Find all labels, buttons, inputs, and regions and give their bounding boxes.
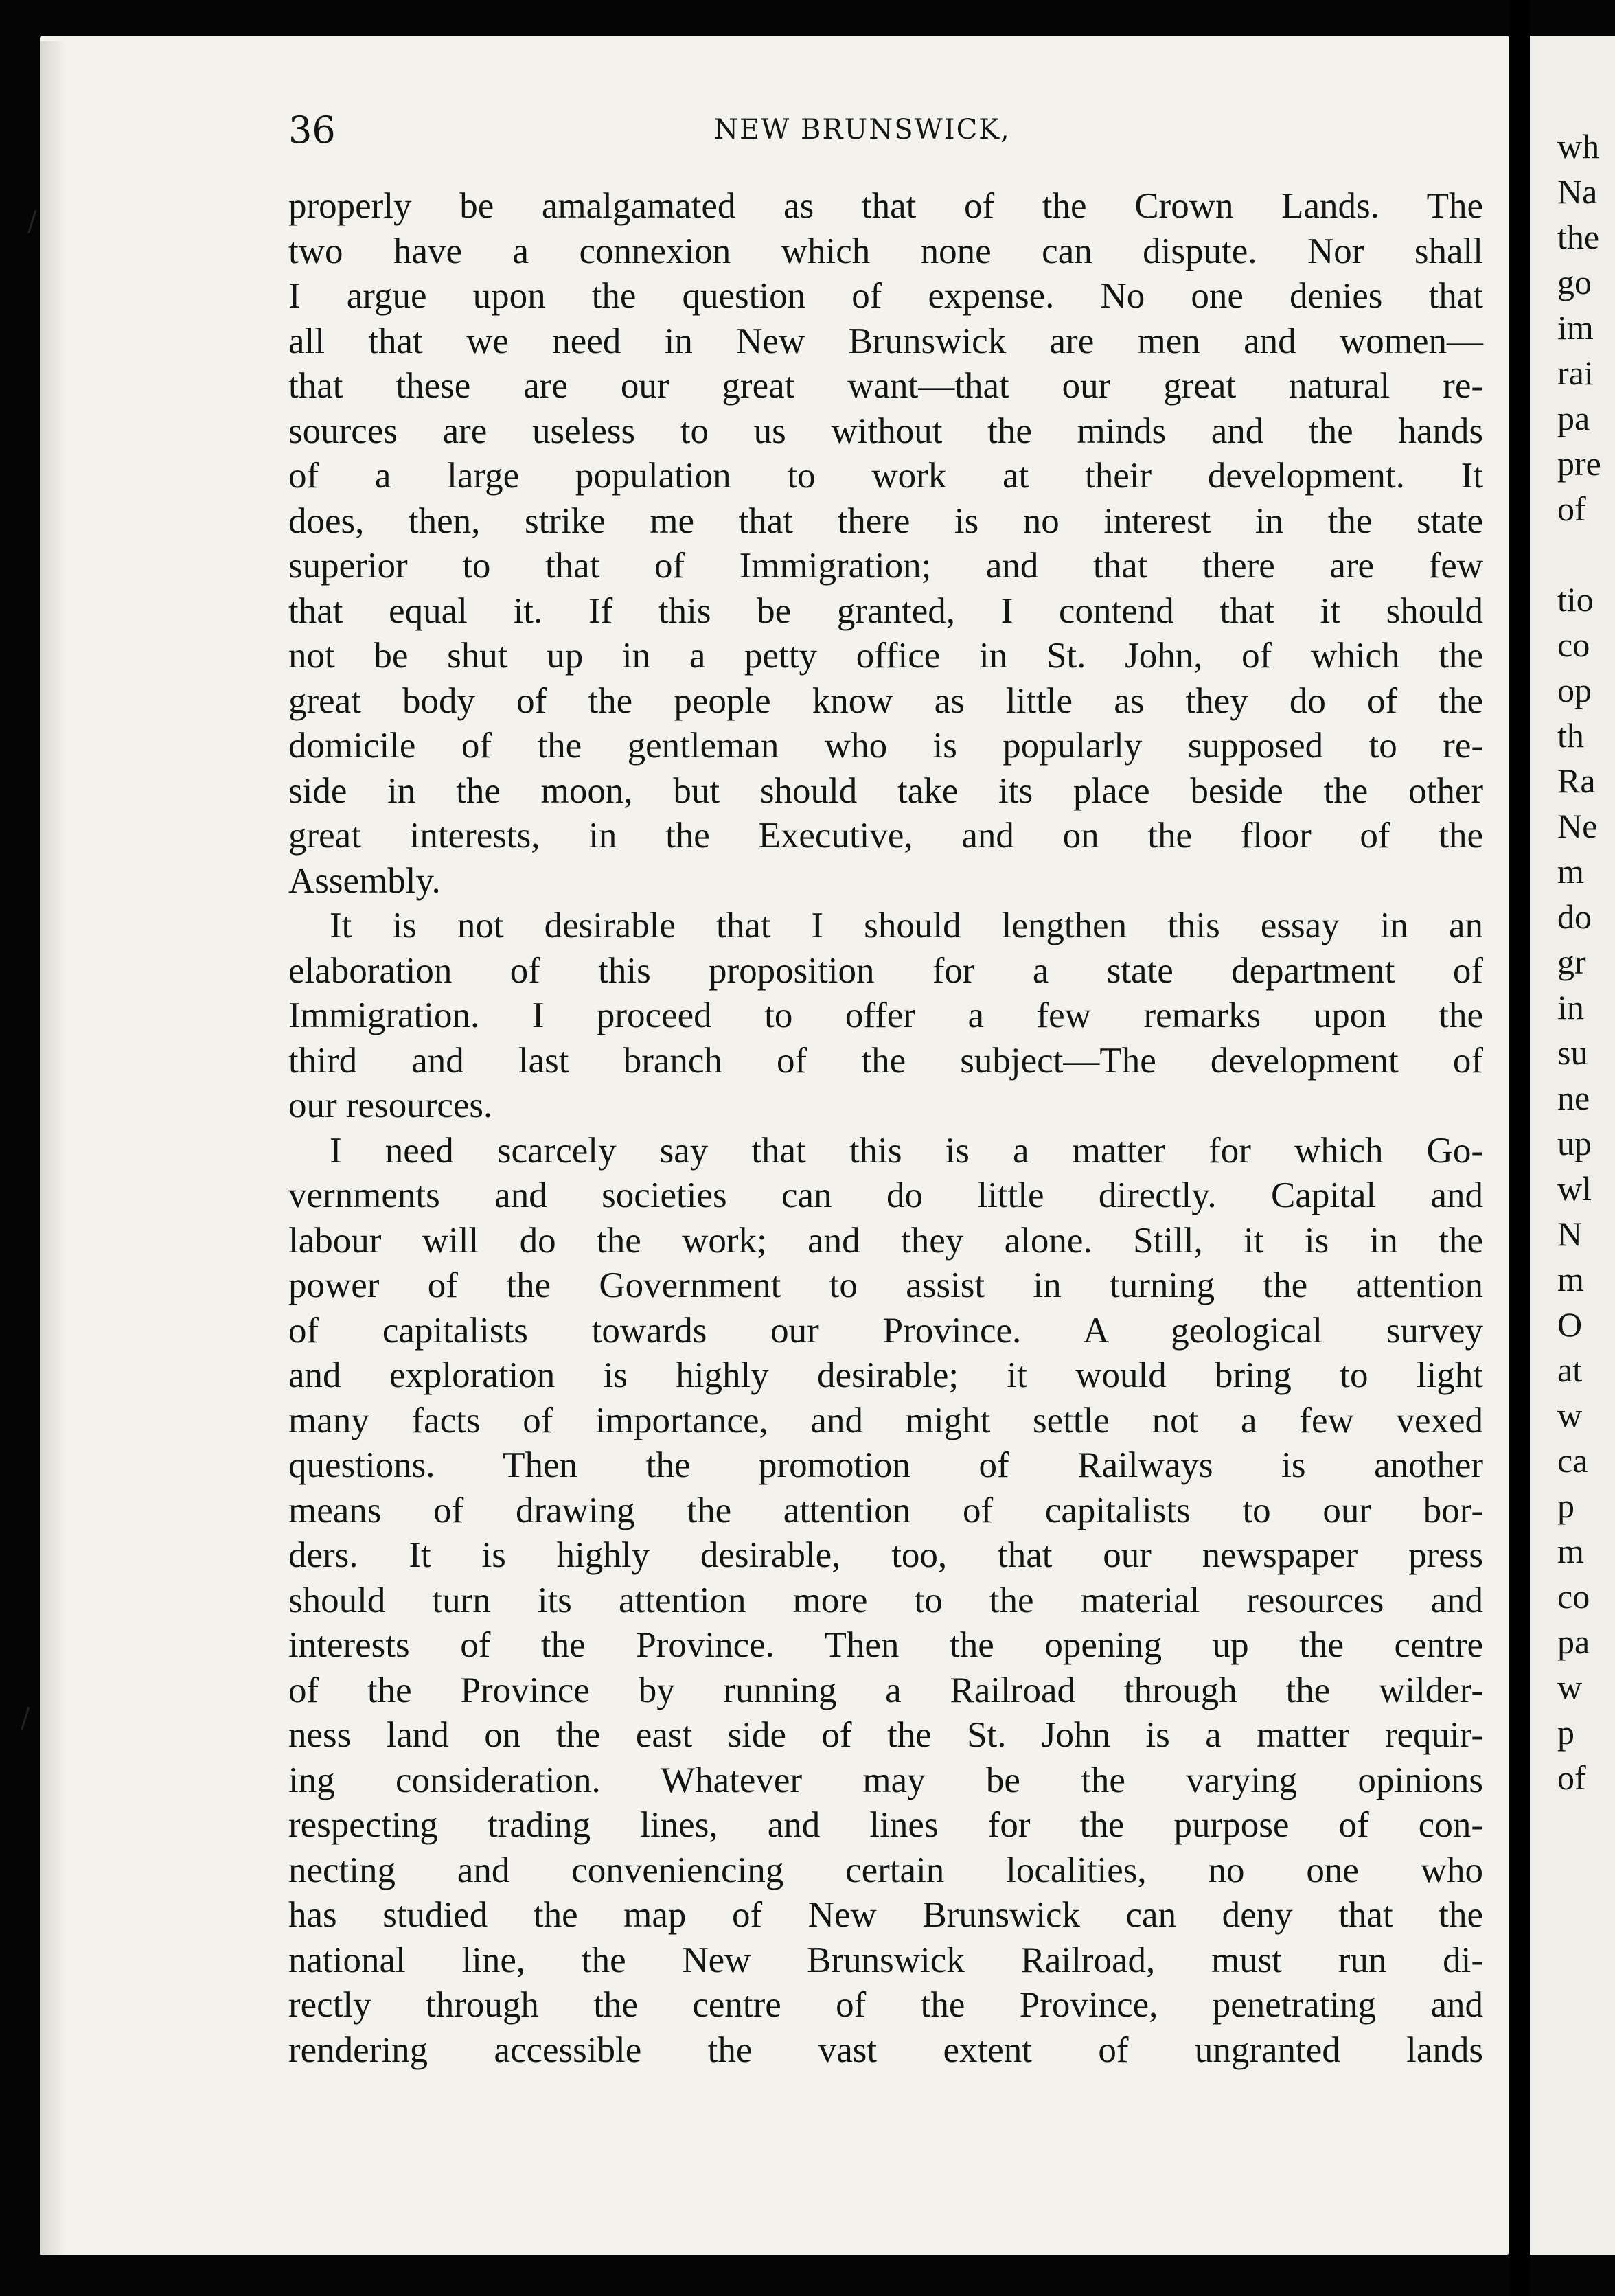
facing-page-fragment: in <box>1557 988 1584 1026</box>
text-line: that these are our great want—that our great natural re- <box>288 366 1483 406</box>
text-line: Assembly. <box>288 860 441 901</box>
facing-page-fragment: Na <box>1557 172 1598 211</box>
facing-page-fragment: op <box>1557 671 1592 709</box>
text-line: great body of the people know as little as they do of the <box>288 680 1483 721</box>
text-line: not be shut up in a petty office in St. John, of which the <box>288 636 1483 676</box>
text-line: rectly through the centre of the Province, penetrating and <box>288 1985 1483 2025</box>
text-line: of a large population to work at their development. It <box>288 456 1483 496</box>
text-line: ness land on the east side of the St. John is a matter requir- <box>288 1715 1483 1755</box>
facing-page-fragment: N <box>1557 1215 1583 1253</box>
facing-page-fragment: up <box>1557 1124 1592 1162</box>
facing-page-fragment: pa <box>1557 399 1590 437</box>
facing-page-fragment: at <box>1557 1351 1583 1389</box>
margin-mark: / <box>21 1703 30 1734</box>
facing-page-fragment: su <box>1557 1033 1588 1072</box>
facing-page-fragment: Ra <box>1557 761 1596 800</box>
text-line: does, then, strike me that there is no interest in the state <box>288 501 1483 541</box>
text-line: many facts of importance, and might settle not a few vexed <box>288 1400 1483 1440</box>
facing-page-fragment: p <box>1557 1486 1574 1525</box>
facing-page-fragment: w <box>1557 1668 1583 1706</box>
text-line: of capitalists towards our Province. A geological survey <box>288 1310 1483 1351</box>
text-line: means of drawing the attention of capitalists to our bor- <box>288 1490 1483 1530</box>
facing-page-fragment: m <box>1557 1532 1584 1570</box>
text-line: questions. Then the promotion of Railways is another <box>288 1445 1483 1485</box>
facing-page-fragment: go <box>1557 263 1592 301</box>
text-line: properly be amalgamated as that of the Crown Lands. The <box>288 186 1483 226</box>
text-line: and exploration is highly desirable; it would bring to light <box>288 1355 1483 1395</box>
text-line: rendering accessible the vast extent of ungranted lands <box>288 2030 1483 2070</box>
text-line: third and last branch of the subject—The development of <box>288 1040 1483 1081</box>
text-line: side in the moon, but should take its place beside the other <box>288 770 1483 811</box>
text-line: great interests, in the Executive, and on the floor of the <box>288 816 1483 856</box>
text-line: of the Province by running a Railroad through the wilder- <box>288 1670 1483 1710</box>
text-line: interests of the Province. Then the opening up the centre <box>288 1625 1483 1665</box>
text-line: Immigration. I proceed to offer a few remarks upon the <box>288 996 1483 1035</box>
facing-page-fragment: ne <box>1557 1079 1590 1117</box>
facing-page-fragment: wl <box>1557 1169 1592 1208</box>
facing-page-fragment <box>1557 531 1615 577</box>
page-edge-shadow <box>40 41 67 2255</box>
facing-page-fragment: of <box>1557 490 1586 528</box>
facing-page-fragment: co <box>1557 1577 1590 1616</box>
text-line: respecting trading lines, and lines for the purpose of con- <box>288 1805 1483 1845</box>
facing-page-fragment: w <box>1557 1396 1583 1434</box>
margin-mark: / <box>27 206 37 238</box>
text-line: elaboration of this proposition for a state department of <box>288 950 1483 991</box>
facing-page-fragment: Ne <box>1557 807 1598 845</box>
facing-page-fragment: of <box>1557 1758 1586 1797</box>
facing-page-fragment: co <box>1557 625 1590 664</box>
page-body-text <box>288 184 1483 2073</box>
text-line: ing consideration. Whatever may be the varying opinions <box>288 1760 1483 1800</box>
text-line: our resources. <box>288 1086 493 1125</box>
text-line: has studied the map of New Brunswick can deny that the <box>288 1895 1483 1935</box>
facing-page-fragment: th <box>1557 716 1584 755</box>
facing-page-fragment: rai <box>1557 354 1594 392</box>
facing-page-fragment: m <box>1557 1260 1584 1298</box>
text-line: that equal it. If this be granted, I contend that it should <box>288 590 1483 631</box>
text-line: two have a connexion which none can dispute. Nor shall <box>288 231 1483 271</box>
text-line: labour will do the work; and they alone. Still, it is in the <box>288 1220 1483 1261</box>
facing-page-fragment: the <box>1557 218 1600 256</box>
facing-page-fragment: tio <box>1557 580 1594 619</box>
facing-page-fragment: O <box>1557 1305 1583 1344</box>
facing-page-fragment: ca <box>1557 1441 1588 1480</box>
page-number: 36 <box>288 108 336 152</box>
facing-page-fragment: p <box>1557 1713 1574 1752</box>
facing-page-text-fragments <box>1557 124 1615 1800</box>
facing-page-fragment: pre <box>1557 444 1601 483</box>
text-line: all that we need in New Brunswick are men and women— <box>288 321 1483 361</box>
text-line: national line, the New Brunswick Railroad, must run di- <box>288 1940 1483 1980</box>
text-line: ders. It is highly desirable, too, that our newspaper press <box>288 1535 1483 1575</box>
facing-page-fragment: do <box>1557 897 1592 936</box>
text-line: I need scarcely say that this is a matter for which Go- <box>330 1130 1483 1171</box>
text-line: I argue upon the question of expense. No one denies that <box>288 276 1483 316</box>
text-line: sources are useless to us without the minds and the hands <box>288 411 1483 451</box>
text-line: vernments and societies can do little directly. Capital and <box>288 1175 1483 1215</box>
facing-page-fragment: gr <box>1557 943 1586 981</box>
running-title: NEW BRUNSWICK, <box>714 114 1011 146</box>
text-line: It is not desirable that I should lengthen this essay in an <box>330 906 1483 945</box>
facing-page-fragment: wh <box>1557 127 1600 165</box>
facing-page-fragment: m <box>1557 852 1584 891</box>
facing-page-fragment: im <box>1557 308 1594 347</box>
facing-page-fragment: pa <box>1557 1622 1590 1661</box>
text-line: domicile of the gentleman who is popularly supposed to re- <box>288 726 1483 766</box>
running-head <box>288 108 1456 152</box>
text-line: power of the Government to assist in turning the attention <box>288 1265 1483 1305</box>
text-line: should turn its attention more to the material resources and <box>288 1580 1483 1620</box>
text-line: superior to that of Immigration; and that there are few <box>288 546 1483 586</box>
text-line: necting and conveniencing certain localities, no one who <box>288 1850 1483 1890</box>
book-gutter <box>1509 0 1530 2296</box>
